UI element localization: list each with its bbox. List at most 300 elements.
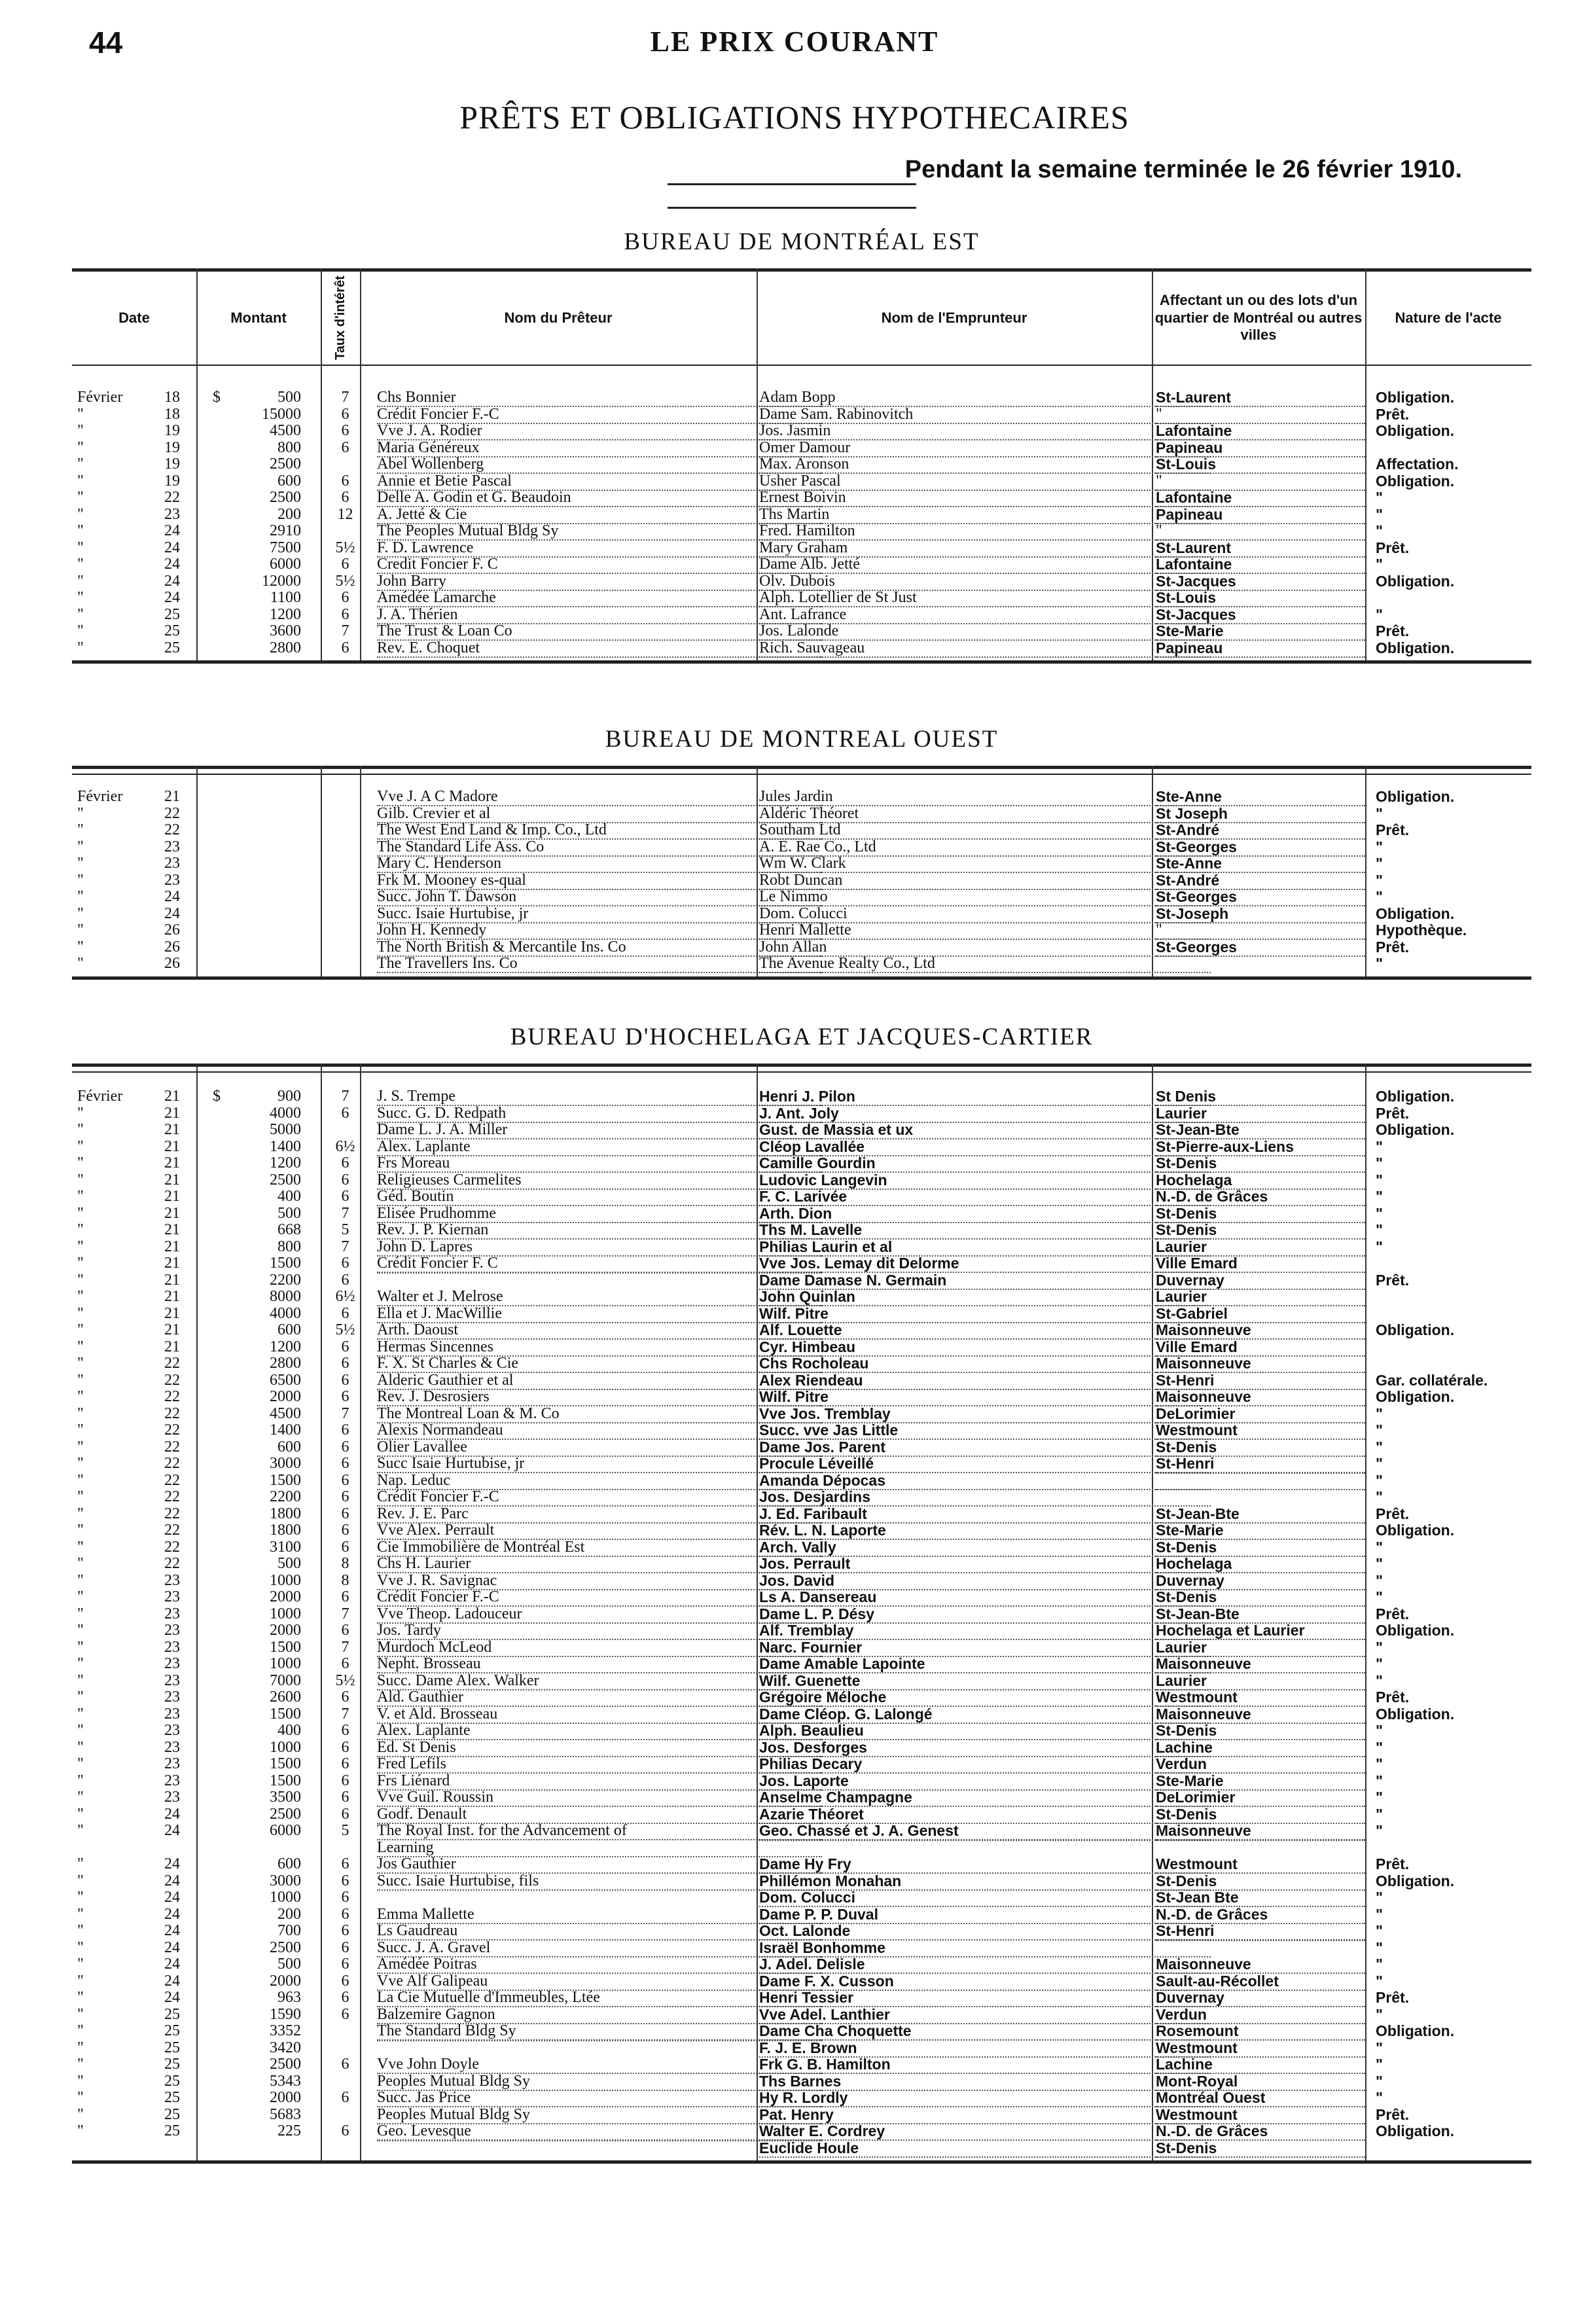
cell-amount: 900 xyxy=(277,1088,301,1105)
cell-lender: The Peoples Mutual Bldg Sy xyxy=(377,523,822,541)
cell-month: " xyxy=(77,1472,84,1489)
cell-amount: 7000 xyxy=(270,1672,301,1689)
cell-month: " xyxy=(77,1489,84,1505)
col-header-date: Date xyxy=(118,309,150,326)
cell-amount: 2500 xyxy=(270,1171,301,1189)
cell-nature: Obligation. xyxy=(1376,1389,1455,1405)
cell-lender: Emma Mallette xyxy=(377,1906,822,1924)
table-row xyxy=(72,623,1531,639)
cell-lender: Ella et J. MacWillie xyxy=(377,1306,822,1323)
cell-district xyxy=(1156,956,1365,957)
cell-day: 25 xyxy=(164,2056,180,2073)
cell-amount: 15000 xyxy=(262,406,301,423)
table-row xyxy=(72,406,1531,423)
cell-month: " xyxy=(77,905,84,922)
cell-nature: " xyxy=(1376,1956,1383,1973)
cell-lender: Annie et Betie Pascal xyxy=(377,473,822,491)
cell-amount: 5683 xyxy=(270,2106,301,2123)
cell-borrower: Alph. Beaulieu xyxy=(759,1723,1211,1740)
cell-nature: Obligation. xyxy=(1376,573,1455,590)
cell-borrower: Israël Bonhomme xyxy=(759,1940,1211,1958)
cell-district: Maisonneuve xyxy=(1156,1706,1365,1724)
cell-district: St-Jean-Bte xyxy=(1156,1122,1365,1139)
cell-month: " xyxy=(77,1205,84,1222)
cell-amount: 1500 xyxy=(270,1756,301,1772)
cell-rate: 5½ xyxy=(335,1672,355,1689)
cell-borrower: Dom. Colucci xyxy=(759,906,1211,923)
cell-district: Ville Emard xyxy=(1156,1339,1365,1357)
cell-month: " xyxy=(77,1973,84,1990)
cell-nature: " xyxy=(1376,1572,1383,1589)
cell-rate: 6 xyxy=(341,639,349,656)
cell-lender: Vve Alex. Perrault xyxy=(377,1522,822,1540)
cell-amount: 1000 xyxy=(270,1889,301,1906)
cell-month: " xyxy=(77,523,84,539)
cell-nature: " xyxy=(1376,1171,1383,1189)
cell-nature: " xyxy=(1376,1756,1383,1772)
cell-lender: Succ. G. D. Redpath xyxy=(377,1105,822,1123)
cell-amount: 3352 xyxy=(270,2023,301,2039)
table-row xyxy=(72,490,1531,506)
cell-currency: $ xyxy=(213,389,221,406)
cell-nature: Prêt. xyxy=(1376,1105,1410,1122)
cell-borrower: F. J. E. Brown xyxy=(759,2040,1211,2058)
cell-amount: 1500 xyxy=(270,1255,301,1272)
cell-month: " xyxy=(77,2039,84,2056)
cell-lender: Alex. Laplante xyxy=(377,1139,822,1156)
cell-nature: " xyxy=(1376,2056,1383,2073)
cell-month: " xyxy=(77,1456,84,1472)
cell-month: " xyxy=(77,1956,84,1973)
table-row xyxy=(72,1473,1531,1489)
cell-day: 23 xyxy=(164,1723,180,1739)
cell-nature: Obligation. xyxy=(1376,423,1455,439)
cell-nature: " xyxy=(1376,1589,1383,1605)
cell-rate: 6 xyxy=(341,2123,349,2139)
cell-month: " xyxy=(77,1238,84,1255)
page-title: PRÊTS ET OBLIGATIONS HYPOTHECAIRES xyxy=(459,99,1130,135)
table-row xyxy=(72,855,1531,872)
cell-month: " xyxy=(77,1222,84,1238)
cell-nature: " xyxy=(1376,2006,1383,2023)
cell-lender: Rev. J. E. Parc xyxy=(377,1506,822,1524)
cell-lender: The Montreal Loan & M. Co xyxy=(377,1406,822,1423)
cell-amount: 1000 xyxy=(270,1656,301,1672)
cell-rate: 5 xyxy=(341,1222,349,1238)
cell-borrower: Le Nimmo xyxy=(759,889,1211,906)
cell-day: 21 xyxy=(164,1305,180,1322)
cell-rate: 6 xyxy=(341,1189,349,1205)
cell-district: Ste-Marie xyxy=(1156,1773,1365,1791)
cell-amount: 600 xyxy=(277,473,301,490)
cell-lender: Chs Bonnier xyxy=(377,389,822,407)
cell-nature: " xyxy=(1376,1472,1383,1489)
cell-nature: Prêt. xyxy=(1376,822,1410,838)
cell-borrower: Henri Mallette xyxy=(759,922,1211,940)
cell-nature: Affectation. xyxy=(1376,456,1459,473)
cell-district: Verdun xyxy=(1156,2007,1365,2024)
cell-rate: 5½ xyxy=(335,539,355,556)
cell-borrower: Hy R. Lordly xyxy=(759,2090,1211,2107)
cell-amount: 2000 xyxy=(270,2090,301,2106)
cell-borrower: Grégoire Méloche xyxy=(759,1689,1211,1707)
cell-rate: 6 xyxy=(341,1456,349,1472)
cell-amount: 225 xyxy=(277,2123,301,2139)
cell-day: 23 xyxy=(164,1789,180,1806)
cell-lender: Chs H. Laurier xyxy=(377,1556,822,1573)
cell-district: DeLorimier xyxy=(1156,1406,1365,1423)
cell-rate: 5 xyxy=(341,1823,349,1839)
cell-nature: Obligation. xyxy=(1376,905,1455,922)
header-bottom-rule xyxy=(72,365,1531,366)
cell-month: Février xyxy=(77,389,123,406)
cell-month: " xyxy=(77,889,84,905)
cell-day: 22 xyxy=(164,805,180,822)
cell-district: Westmount xyxy=(1156,1422,1365,1440)
table-row xyxy=(72,839,1531,855)
cell-rate: 6 xyxy=(341,1255,349,1272)
cell-month: " xyxy=(77,939,84,956)
cell-lender: Jos Gauthier xyxy=(377,1856,822,1874)
cell-nature: " xyxy=(1376,1456,1383,1472)
cell-borrower: Ludovic Langevin xyxy=(759,1172,1211,1190)
cell-lender: Hermas Sincennes xyxy=(377,1339,822,1357)
cell-district: St-Denis xyxy=(1156,2140,1365,2158)
table-row xyxy=(72,1723,1531,1739)
cell-lender: Frs Liénard xyxy=(377,1773,822,1791)
table-row xyxy=(72,2056,1531,2073)
cell-month: " xyxy=(77,1939,84,1956)
cell-district: St Joseph xyxy=(1156,806,1365,823)
cell-lender: Vve Guil. Roussin xyxy=(377,1789,822,1807)
table-row xyxy=(72,1239,1531,1255)
cell-rate: 7 xyxy=(341,623,349,639)
cell-lender: Mary C. Henderson xyxy=(377,855,822,873)
cell-month: " xyxy=(77,1723,84,1739)
cell-district: Maisonneuve xyxy=(1156,1656,1365,1673)
cell-district: St-Joseph xyxy=(1156,906,1365,923)
table-row xyxy=(72,1155,1531,1171)
cell-lender: Walter et J. Melrose xyxy=(377,1289,822,1306)
cell-nature: Obligation. xyxy=(1376,1322,1455,1338)
table-row xyxy=(72,2073,1531,2090)
cell-district: St-Georges xyxy=(1156,889,1365,906)
cell-amount: 200 xyxy=(277,506,301,523)
cell-day: 24 xyxy=(164,1973,180,1990)
cell-amount: 200 xyxy=(277,1906,301,1923)
table-row xyxy=(72,440,1531,456)
cell-borrower: Ths Barnes xyxy=(759,2073,1211,2091)
table-row xyxy=(72,1522,1531,1539)
col-header-lender: Nom du Prêteur xyxy=(504,309,613,326)
cell-month: " xyxy=(77,1122,84,1138)
cell-day: 19 xyxy=(164,439,180,456)
cell-rate: 7 xyxy=(341,389,349,406)
cell-nature: " xyxy=(1376,1639,1383,1656)
cell-lender: Crédit Foncier F.-C xyxy=(377,1489,822,1507)
cell-borrower: Vve Jos. Lemay dit Delorme xyxy=(759,1255,1211,1273)
cell-day: 25 xyxy=(164,623,180,639)
cell-district: DeLorimier xyxy=(1156,1789,1365,1807)
cell-district: St-Louis xyxy=(1156,590,1365,607)
cell-day: 22 xyxy=(164,1405,180,1422)
cell-day: 22 xyxy=(164,1539,180,1556)
cell-month: " xyxy=(77,2023,84,2039)
cell-borrower: Adam Bopp xyxy=(759,389,1211,407)
table-row xyxy=(72,1956,1531,1973)
cell-district: Mont-Royal xyxy=(1156,2073,1365,2091)
cell-rate: 7 xyxy=(341,1205,349,1222)
cell-day: 23 xyxy=(164,855,180,872)
cell-lender: Vve J. R. Savignac xyxy=(377,1573,822,1590)
cell-amount: 1200 xyxy=(270,606,301,623)
cell-amount: 3100 xyxy=(270,1539,301,1556)
cell-nature: Prêt. xyxy=(1376,539,1410,556)
cell-day: 24 xyxy=(164,889,180,905)
cell-rate: 6 xyxy=(341,1105,349,1122)
cell-nature: " xyxy=(1376,838,1383,855)
cell-borrower: Rich. Sauvageau xyxy=(759,640,1211,658)
table-row xyxy=(72,1856,1531,1872)
cell-lender: Rev. E. Choquet xyxy=(377,640,822,658)
cell-rate: 6 xyxy=(341,1689,349,1706)
cell-month: " xyxy=(77,1906,84,1923)
cell-rate: 6 xyxy=(341,1939,349,1956)
cell-amount: 5000 xyxy=(270,1122,301,1138)
cell-month: " xyxy=(77,1656,84,1672)
cell-rate: 6 xyxy=(341,1656,349,1672)
cell-rate: 6 xyxy=(341,1305,349,1322)
cell-day: 23 xyxy=(164,1639,180,1656)
cell-month: " xyxy=(77,1389,84,1405)
table-row xyxy=(72,1122,1531,1138)
cell-month: " xyxy=(77,1622,84,1639)
table-row xyxy=(72,1289,1531,1305)
section-top-rule xyxy=(72,1064,1531,1067)
cell-rate: 6 xyxy=(341,1889,349,1906)
cell-borrower: Jos. David xyxy=(759,1573,1211,1590)
table-row xyxy=(72,473,1531,490)
cell-borrower: Jos. Perrault xyxy=(759,1556,1211,1573)
table-row xyxy=(72,456,1531,473)
cell-lender: Nepht. Brosseau xyxy=(377,1656,822,1673)
cell-day: 22 xyxy=(164,822,180,838)
cell-month: " xyxy=(77,1189,84,1205)
cell-day: 24 xyxy=(164,1990,180,2006)
cell-lender: Ald. Gauthier xyxy=(377,1689,822,1707)
cell-rate: 12 xyxy=(337,506,353,523)
page-header xyxy=(0,25,1589,64)
cell-amount: 500 xyxy=(277,1556,301,1572)
cell-day: 23 xyxy=(164,1589,180,1605)
cell-lender: Maria Généreux xyxy=(377,440,822,457)
cell-district: Lafontaine xyxy=(1156,556,1365,574)
cell-month: " xyxy=(77,2090,84,2106)
cell-month: " xyxy=(77,539,84,556)
cell-day: 22 xyxy=(164,1472,180,1489)
short-rule xyxy=(668,183,916,185)
table-row xyxy=(72,1973,1531,1990)
cell-day: 24 xyxy=(164,905,180,922)
cell-rate: 6 xyxy=(341,1489,349,1505)
cell-borrower: John Allan xyxy=(759,939,1211,957)
table-row xyxy=(72,1923,1531,1939)
cell-month: " xyxy=(77,573,84,590)
cell-lender: Rev. J. Desrosiers xyxy=(377,1389,822,1406)
cell-month: " xyxy=(77,1255,84,1272)
cell-district: Maisonneuve xyxy=(1156,1355,1365,1373)
cell-month: " xyxy=(77,506,84,523)
cell-district: Ville Emard xyxy=(1156,1255,1365,1273)
cell-amount: 1000 xyxy=(270,1739,301,1756)
table-row xyxy=(72,1673,1531,1689)
cell-district: Laurier xyxy=(1156,1673,1365,1690)
cell-amount: 668 xyxy=(277,1222,301,1238)
cell-month: " xyxy=(77,1990,84,2006)
table-row xyxy=(72,1756,1531,1772)
table-row xyxy=(72,1823,1531,1839)
section-bottom-rule xyxy=(72,2160,1531,2164)
cell-nature: " xyxy=(1376,1222,1383,1238)
table-row xyxy=(72,872,1531,889)
table-row xyxy=(72,1990,1531,2006)
cell-month: " xyxy=(77,922,84,939)
cell-district: Westmount xyxy=(1156,1689,1365,1707)
cell-district: Ste-Marie xyxy=(1156,1522,1365,1540)
cell-lender: Abel Wollenberg xyxy=(377,456,822,474)
cell-nature: Obligation. xyxy=(1376,1872,1455,1889)
cell-amount: 400 xyxy=(277,1723,301,1739)
cell-day: 22 xyxy=(164,490,180,506)
cell-day: 25 xyxy=(164,2006,180,2023)
cell-rate: 6 xyxy=(341,1990,349,2006)
cell-rate: 6 xyxy=(341,1338,349,1355)
cell-amount: 2500 xyxy=(270,1806,301,1823)
cell-lender: Delle A. Godin et G. Beaudoin xyxy=(377,490,822,507)
table-row xyxy=(72,1272,1531,1289)
cell-lender xyxy=(377,2040,822,2041)
cell-amount: 1500 xyxy=(270,1772,301,1789)
cell-lender: Cie Immobilière de Montréal Est xyxy=(377,1539,822,1557)
cell-nature: " xyxy=(1376,855,1383,872)
cell-day: 24 xyxy=(164,523,180,539)
table-row xyxy=(72,1656,1531,1672)
publication-name: LE PRIX COURANT xyxy=(650,26,939,58)
cell-district: Laurier xyxy=(1156,1239,1365,1257)
table-row xyxy=(72,1339,1531,1355)
cell-district: Hochelaga xyxy=(1156,1556,1365,1573)
table-row xyxy=(72,1556,1531,1572)
cell-month: " xyxy=(77,1505,84,1522)
cell-borrower: Oct. Lalonde xyxy=(759,1923,1211,1940)
cell-day: 24 xyxy=(164,1856,180,1872)
cell-month: " xyxy=(77,1789,84,1806)
cell-borrower: Jos. Jasmin xyxy=(759,423,1211,440)
cell-month: " xyxy=(77,1272,84,1289)
cell-amount: 3500 xyxy=(270,1789,301,1806)
cell-rate: 7 xyxy=(341,1639,349,1656)
cell-month: " xyxy=(77,1171,84,1189)
cell-borrower: Arth. Dion xyxy=(759,1206,1211,1223)
cell-month: " xyxy=(77,639,84,656)
cell-borrower: Succ. vve Jas Little xyxy=(759,1422,1211,1440)
cell-lender: Succ. Jas Price xyxy=(377,2090,822,2107)
section-bottom-rule xyxy=(72,660,1531,664)
cell-district: Papineau xyxy=(1156,507,1365,524)
cell-month: " xyxy=(77,456,84,473)
cell-borrower: Dame Alb. Jetté xyxy=(759,556,1211,574)
cell-district: St-Denis xyxy=(1156,1723,1365,1740)
cell-borrower: Ernest Boivin xyxy=(759,490,1211,507)
cell-rate: 6 xyxy=(341,2056,349,2073)
cell-lender: F. X. St Charles & Cie xyxy=(377,1355,822,1373)
cell-nature: " xyxy=(1376,1739,1383,1756)
cell-rate: 6 xyxy=(341,1856,349,1872)
cell-nature: " xyxy=(1376,1489,1383,1505)
cell-day: 21 xyxy=(164,1155,180,1171)
cell-month: " xyxy=(77,1155,84,1171)
cell-lender xyxy=(377,1272,822,1274)
table-row xyxy=(72,1840,1531,1856)
cell-amount: 2000 xyxy=(270,1389,301,1405)
table-row xyxy=(72,1406,1531,1422)
cell-district: Lafontaine xyxy=(1156,423,1365,440)
table-row xyxy=(72,1506,1531,1522)
cell-district: Ste-Anne xyxy=(1156,789,1365,806)
table-row xyxy=(72,806,1531,822)
cell-district: Westmount xyxy=(1156,2040,1365,2058)
cell-nature: " xyxy=(1376,1189,1383,1205)
cell-borrower xyxy=(759,1840,1211,1841)
cell-district: St-André xyxy=(1156,822,1365,840)
cell-amount: 3420 xyxy=(270,2039,301,2056)
cell-month: " xyxy=(77,590,84,606)
cell-rate: 6 xyxy=(341,1272,349,1289)
cell-lender: J. S. Trempe xyxy=(377,1088,822,1106)
cell-day: 21 xyxy=(164,1105,180,1122)
cell-lender: Amédée Poitras xyxy=(377,1956,822,1974)
cell-borrower: Dame Jos. Parent xyxy=(759,1439,1211,1457)
cell-amount: 5343 xyxy=(270,2073,301,2090)
cell-amount: 2000 xyxy=(270,1622,301,1639)
cell-amount: 1200 xyxy=(270,1155,301,1171)
cell-amount: 1500 xyxy=(270,1706,301,1723)
cell-rate: 6 xyxy=(341,439,349,456)
cell-amount: 8000 xyxy=(270,1289,301,1305)
cell-district: St-Jean-Bte xyxy=(1156,1506,1365,1524)
cell-district xyxy=(1156,1940,1365,1941)
table-row xyxy=(72,2090,1531,2106)
table-row xyxy=(72,1306,1531,1322)
cell-district: Montréal Ouest xyxy=(1156,2090,1365,2107)
cell-day: 23 xyxy=(164,1605,180,1622)
cell-lender: Frk M. Mooney es-qual xyxy=(377,872,822,890)
cell-month: " xyxy=(77,1405,84,1422)
cell-month: " xyxy=(77,473,84,490)
cell-day: 21 xyxy=(164,1205,180,1222)
cell-amount: 1800 xyxy=(270,1505,301,1522)
cell-borrower: Dame Cha Choquette xyxy=(759,2023,1211,2041)
cell-rate: 6 xyxy=(341,1923,349,1939)
header-bottom-rule xyxy=(72,774,1531,775)
table-row xyxy=(72,1573,1531,1589)
cell-nature: " xyxy=(1376,506,1383,523)
cell-amount: 600 xyxy=(277,1856,301,1872)
cell-day: 22 xyxy=(164,1389,180,1405)
cell-borrower: Jos. Lalonde xyxy=(759,623,1211,641)
page-number: 44 xyxy=(89,26,123,60)
cell-borrower: Rév. L. N. Laporte xyxy=(759,1522,1211,1540)
